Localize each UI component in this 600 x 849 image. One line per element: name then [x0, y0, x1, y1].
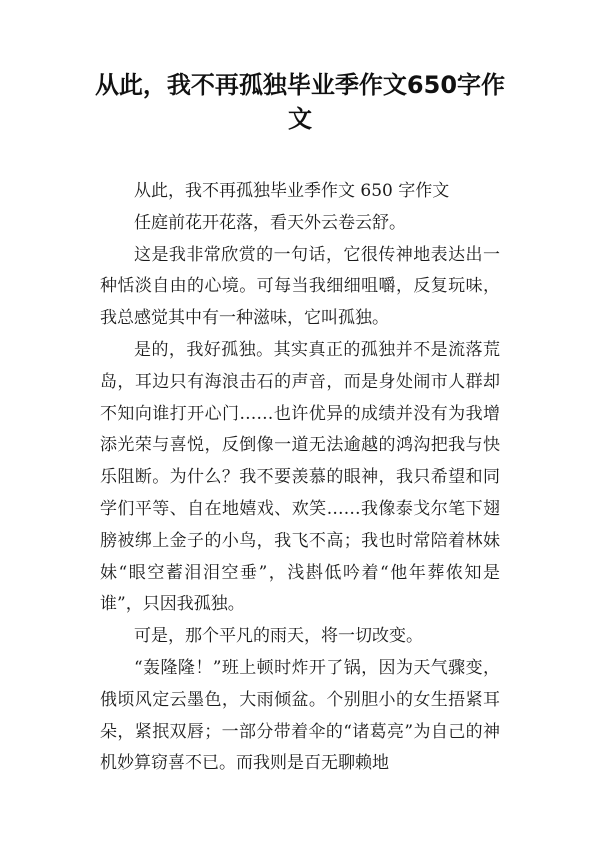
document-title: 从此，我不再孤独毕业季作文650字作文	[94, 71, 506, 133]
document-body	[100, 176, 500, 780]
paragraph: 可是，那个平凡的雨天，将一切改变。	[134, 626, 423, 647]
paragraph: 这是我非常欣赏的一句话，它很传神地表达出一种恬淡自由的心境。可每当我细细咀嚼，反复玩味，我总感觉其中有一种滋味，它叫孤独。	[100, 244, 500, 329]
header-block	[100, 176, 500, 240]
header-line-1: 从此，我不再孤独毕业季作文 650 字作文	[134, 181, 450, 201]
paragraph: 是的，我好孤独。其实真正的孤独并不是流落荒岛，耳边只有海浪击石的声音，而是身处闹市人群却不知向谁打开心门……也许优异的成绩并没有为我增添光荣与喜悦，反倒像一道无法逾越的鸿沟把我与快乐阻断。为什么？我不要羡慕的眼神，我只希望和同学们平等、自在地嬉戏、欢笑……我像泰戈尔笔下翅膀被绑上金子的小鸟，我飞不高；我也时常陪着林妹妹“眼空蓄泪泪空垂”，浅斟低吟着“他年葬侬知是谁”，只因我孤独。	[100, 339, 500, 615]
paragraph: “轰隆隆！”班上顿时炸开了锅，因为天气骤变，俄顷风定云墨色，大雨倾盆。个别胆小的女生捂紧耳朵，紧抿双唇；一部分带着伞的“诸葛亮”为自己的神机妙算窃喜不已。而我则是百无聊赖地	[100, 657, 500, 774]
header-line-2: 任庭前花开花落，看天外云卷云舒。	[134, 212, 406, 233]
